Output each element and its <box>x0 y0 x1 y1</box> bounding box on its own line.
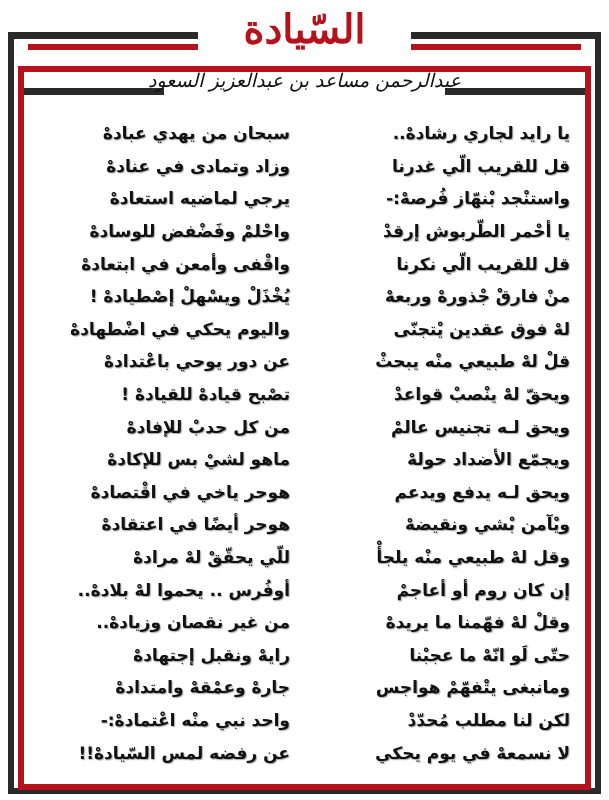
verse-first-hemistich: وقلْ لهْ فهّمنا ما يريدهْ <box>385 613 570 634</box>
verse-first-hemistich: يا رايد لجاري رشادهْ.. <box>392 124 570 145</box>
verse-first-hemistich: حتّى لَو انّهْ ما عجبْنا <box>409 645 570 666</box>
verse-first-hemistich: منْ فارقْ جْذورهْ وربعهْ <box>384 287 570 308</box>
verse-first-hemistich: ويحق لـه يدفع ويدعم <box>394 482 570 503</box>
verse-first-hemistich: قل للقريب الّي غدرنا <box>392 156 570 177</box>
verse-second-hemistich: من كل حدبْ للإفادهْ <box>126 417 290 438</box>
verse-first-hemistich: ويحق لـه تجنيس عالمْ <box>390 417 570 438</box>
verse-second-hemistich: من غير نقصان وزيادهْ.. <box>96 613 290 634</box>
verse-second-hemistich: هوحر ياخي في اقْتصادهْ <box>90 482 290 503</box>
verse-row <box>40 640 570 673</box>
verse-second-hemistich: جارهْ وعمْقهْ وامتدادهْ <box>115 678 290 699</box>
verse-row <box>40 607 570 640</box>
verse-first-hemistich: ويحقّ لهْ ينْصبْ قواعدْ <box>393 385 570 406</box>
verse-second-hemistich: عن دور يوحي باعْتدادهْ <box>104 352 290 373</box>
verse-row <box>40 542 570 575</box>
verse-row <box>40 216 570 249</box>
verse-second-hemistich: يرجي لماضيه استعادهْ <box>109 189 290 210</box>
verse-first-hemistich: ويجمّع الأضداد حولهْ <box>407 450 570 471</box>
verse-second-hemistich: رايهْ ونقبل إجتهادهْ <box>133 645 290 666</box>
verse-second-hemistich: تصْبح قيادهْ للقيادهْ ! <box>121 385 290 406</box>
verse-row <box>40 151 570 184</box>
verse-second-hemistich: واحْلمْ وفَضْفض للوسادهْ <box>89 222 290 243</box>
poem-title: السّيادة <box>243 6 366 53</box>
verse-first-hemistich: لهْ فوق عقدين يْتجنّى <box>393 319 570 340</box>
verse-row <box>40 183 570 216</box>
verse-row <box>40 379 570 412</box>
verse-row <box>40 118 570 151</box>
verse-first-hemistich: وقل لهْ طبيعي منْه يلجأْ <box>376 548 570 569</box>
verse-second-hemistich: عن رفضه لمس السّيادهْ!! <box>78 743 290 764</box>
author-signature: عبدالرحمن مساعد بن عبدالعزيز السعود <box>148 70 461 92</box>
verse-second-hemistich: للّي يحقّقْ لهْ مرادهْ <box>133 548 290 569</box>
verse-first-hemistich: قل للقريب الّي نكرنا <box>396 254 570 275</box>
verse-row <box>40 574 570 607</box>
verse-row <box>40 672 570 705</box>
verse-first-hemistich: لكن لنا مطلب مُحدّدْ <box>407 710 570 731</box>
frame-left-bar <box>8 32 14 794</box>
verse-second-hemistich: أوفُرس .. يحموا لهْ بلادهْ.. <box>77 580 290 601</box>
verse-first-hemistich: إن كان روم أو أعاجمْ <box>396 580 570 601</box>
verse-row <box>40 411 570 444</box>
verse-first-hemistich: قلْ لهْ طبيعي منْه يبحثْ <box>375 352 570 373</box>
verse-second-hemistich: وزاد وتمادى في عنادهْ <box>106 156 290 177</box>
verse-first-hemistich: ومانبغى يتْفهّمْ هواجس <box>375 678 570 699</box>
verse-row <box>40 705 570 738</box>
verse-row <box>40 346 570 379</box>
verse-row <box>40 314 570 347</box>
verse-second-hemistich: سبحان من يهدي عبادهْ <box>102 124 290 145</box>
verse-second-hemistich: واحد نبي منْه اعْتمادهْ:- <box>100 710 290 731</box>
verse-row <box>40 477 570 510</box>
poem-body <box>40 118 570 770</box>
verse-row <box>40 509 570 542</box>
verse-first-hemistich: يا أحْمر الطّربوش إرقدْ <box>383 222 570 243</box>
verse-second-hemistich: يُخْذَلْ ويسْهلْ إصْطيادهْ ! <box>89 287 290 308</box>
verse-first-hemistich: ويْآمن بْشي ونقيضهْ <box>404 515 570 536</box>
verse-row <box>40 248 570 281</box>
verse-second-hemistich: واليوم يحكي في اضْطهادهْ <box>70 319 290 340</box>
verse-second-hemistich: ماهو لشيْ بس للإكادهْ <box>107 450 290 471</box>
verse-row <box>40 444 570 477</box>
verse-row <box>40 281 570 314</box>
verse-first-hemistich: لا نسمعهْ في يوم يحكي <box>375 743 570 764</box>
verse-second-hemistich: هوحر أيضًا في اعتقادهْ <box>101 515 290 536</box>
verse-first-hemistich: واستنْجد بْنهّاز فُرصهْ:- <box>386 189 570 210</box>
frame-right-bar <box>595 32 601 794</box>
verse-row <box>40 737 570 770</box>
verse-second-hemistich: واقْفى وأمعن في ابتعادهْ <box>81 254 290 275</box>
